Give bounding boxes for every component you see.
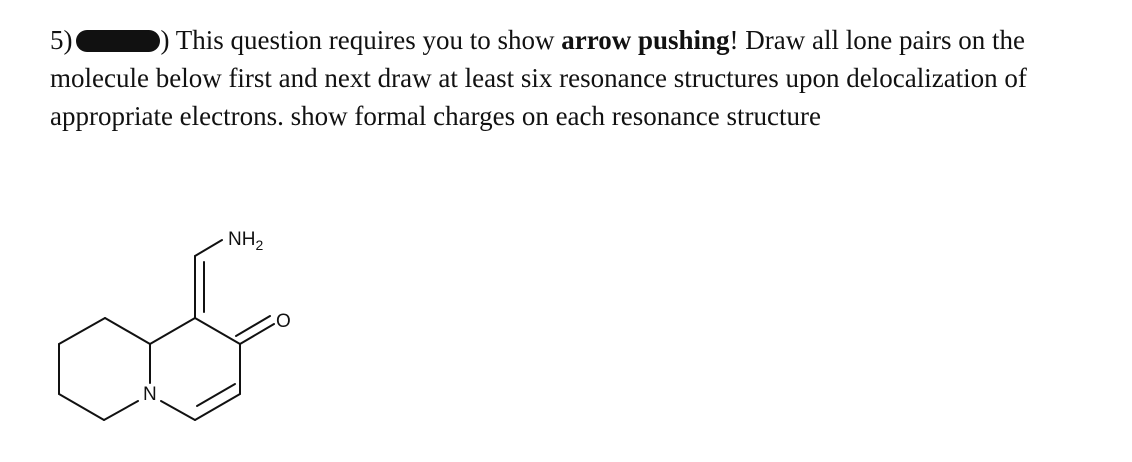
- oxygen-label: O: [276, 311, 291, 332]
- bond-right-ring-2: [195, 318, 240, 344]
- nitrogen-label: N: [143, 384, 157, 405]
- bond-right-ring-1: [150, 318, 195, 344]
- bond-left-ring-4: [59, 394, 104, 420]
- bond-left-ring-5: [104, 401, 138, 420]
- bond-carbonyl-double: [236, 316, 270, 336]
- bond-carbonyl: [240, 324, 274, 344]
- arrow-pushing-emphasis: arrow pushing: [561, 25, 730, 55]
- bond-right-ring-5: [161, 401, 195, 420]
- question-instructions: ! Draw all lone pairs on the molecule below first and next draw at least six resonance structures upon delocalization of appropriate electrons. show formal charges on each resonance structure: [50, 25, 1027, 131]
- bond-left-ring-2: [59, 318, 105, 344]
- question-number: 5): [50, 25, 73, 55]
- bond-right-ring-4-double: [197, 384, 235, 406]
- question-intro: This question requires you to show: [169, 25, 562, 55]
- bond-left-ring-1: [105, 318, 150, 344]
- question-points-close: ): [160, 25, 170, 55]
- bond-to-nh2: [195, 240, 222, 256]
- nh2-label: $NH_2$: [228, 229, 264, 253]
- bond-right-ring-4: [195, 394, 240, 420]
